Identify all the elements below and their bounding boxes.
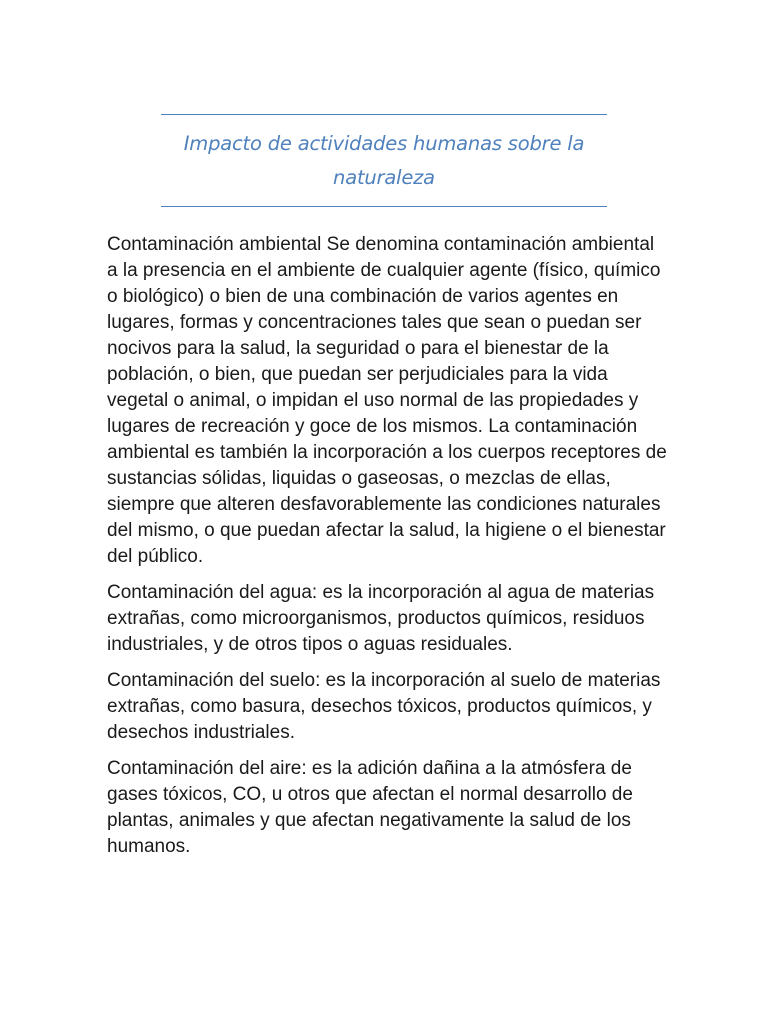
paragraph-contaminacion-agua: Contaminación del agua: es la incorporación al agua de materias extrañas, como microorganismos, productos químicos, residuos industriales, y de otros tipos o aguas residuales. bbox=[107, 582, 655, 655]
paragraph-contaminacion-suelo: Contaminación del suelo: es la incorporación al suelo de materias extrañas, como basura, desechos tóxicos, productos químicos, y desechos industriales. bbox=[107, 670, 661, 743]
document-title: Impacto de actividades humanas sobre la naturaleza bbox=[183, 131, 585, 189]
title-block bbox=[161, 114, 607, 207]
document-body bbox=[107, 232, 667, 870]
paragraph-contaminacion-ambiental: Contaminación ambiental Se denomina contaminación ambiental a la presencia en el ambiente de cualquier agente (físico, químico o biológico) o bien de una combinación de varios agentes en lugares, formas y concentraciones tales que sean o puedan ser nocivos para la salud, la seguridad o para el bienestar de la población, o bien, que puedan ser perjudiciales para la vida vegetal o animal, o impidan el uso normal de las propiedades y lugares de recreación y goce de los mismos. La contaminación ambiental es también la incorporación a los cuerpos receptores de sustancias sólidas, liquidas o gaseosas, o mezclas de ellas, siempre que alteren desfavorablemente las condiciones naturales del mismo, o que puedan afectar la salud, la higiene o el bienestar del público. bbox=[107, 234, 667, 567]
paragraph-contaminacion-aire: Contaminación del aire: es la adición dañina a la atmósfera de gases tóxicos, CO, u otros que afectan el normal desarrollo de plantas, animales y que afectan negativamente la salud de los humanos. bbox=[107, 758, 633, 857]
